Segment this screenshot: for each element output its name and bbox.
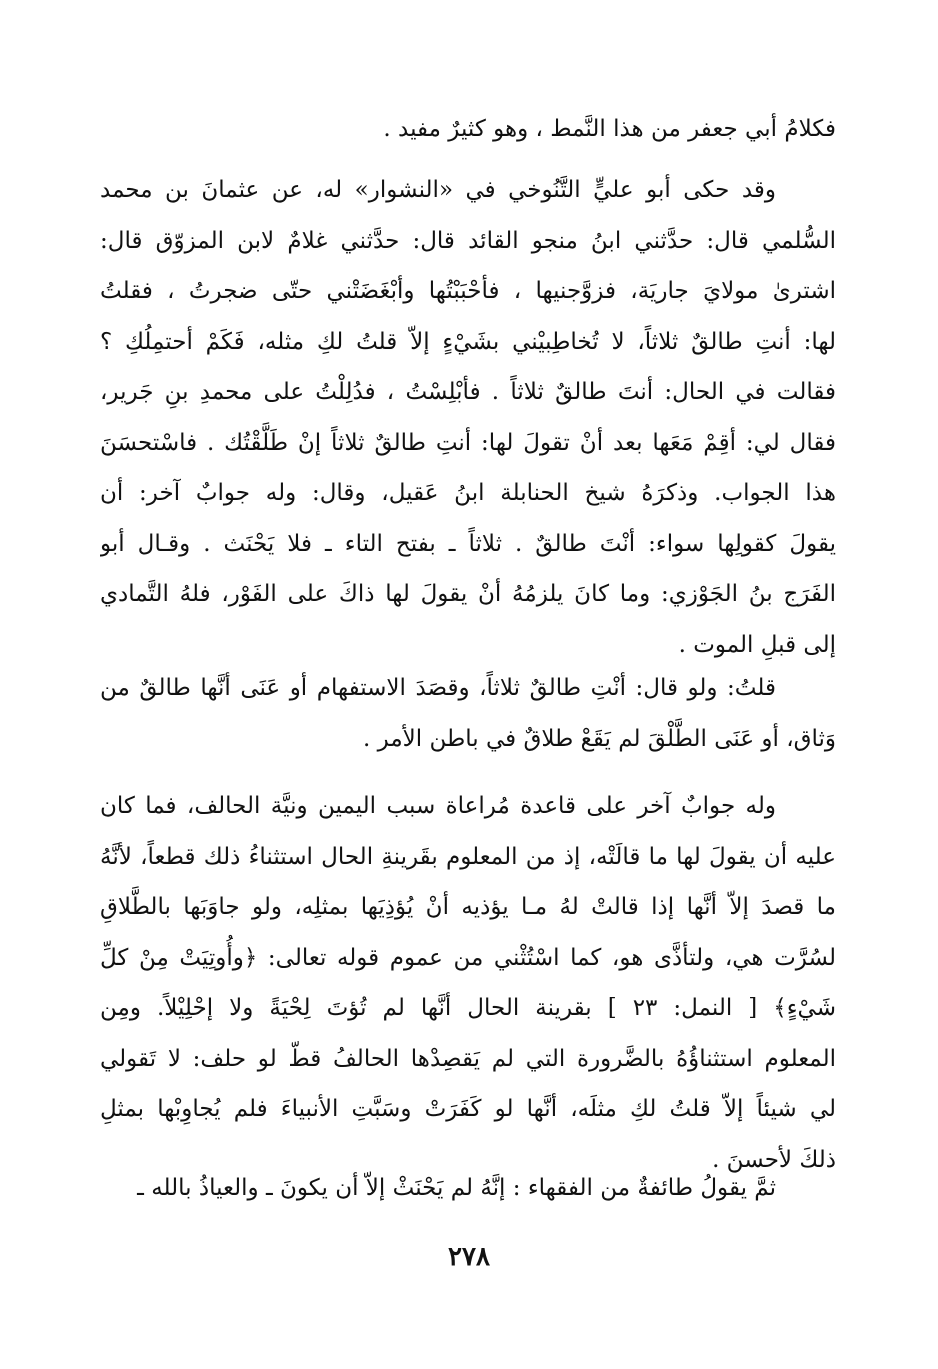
paragraph-1 <box>100 104 836 155</box>
text-line: ما قصدَ إلاّ أنَّها إذا قالتْ لهُ مـا يؤذيه أنْ يُؤذِيَها بمثلِه، ولو جاوَبَها بالطَّلاقِ <box>100 894 836 920</box>
text-line: ثمَّ يقولُ طائفةٌ من الفقهاء : إنَّهُ لم يَحْنَثْ إلاّ أن يكونَ ـ والعياذُ بالله ـ <box>137 1175 776 1201</box>
text-line: ذلكَ لأحسنَ . <box>712 1146 836 1173</box>
text-line: الفَرَج بنُ الجَوْزي: وما كانَ يلزمُهُ أنْ يقولَ لها ذاكَ على الفَوْر، فلهُ التَّمادي <box>100 581 836 607</box>
text-line: قلتُ: ولو قال: أنْتِ طالقٌ ثلاثاً، وقصَدَ الاستفهام أو عَنَى أنَّها طالقٌ من <box>100 675 776 701</box>
paragraph-3 <box>100 663 836 764</box>
page-number: ٢٧٨ <box>448 1242 490 1272</box>
text-line: وله جوابٌ آخر على قاعدة مُراعاة سبب اليمين ونيَّة الحالف، فما كان <box>100 793 776 819</box>
text-line: لسُرَّت هي، ولتأذَّى هو، كما اسْتُثْني من عموم قوله تعالى: ﴿وأُوتِيَتْ مِنْ كلِّ <box>100 944 836 971</box>
text-line: المعلوم استثناؤُهُ بالضَّرورة التي لم يَقصِدْها الحالفُ قطّ لو حلف: لا تَقولي <box>100 1045 836 1072</box>
text-line: لي شيئاً إلاّ قلتُ لكِ مثلَه، أنَّها لو كَفَرَتْ وسَبَّتِ الأنبياءَ فلم يُجاوِبْها بمثلِ <box>100 1096 836 1122</box>
text-line: وقد حكى أبو عليٍّ التَّنُوخي في «النشوار» له، عن عثمانَ بن محمد <box>100 177 776 203</box>
paragraph-2 <box>100 165 836 670</box>
text-line: عليه أن يقولَ لها ما قالَتْه، إذ من المعلوم بقَرينةِ الحال استثناءُ ذلك قطعاً، لأنَّهُ <box>100 843 836 870</box>
text-line: شَيْءٍ﴾ [ النمل: ٢٣ ] بقرينة الحال أنَّها لم تُؤتَ لِحْيَةً ولا إحْلِيْلاً. ومِن <box>100 995 836 1021</box>
text-line: فقالت في الحال: أنتَ طالقٌ ثلاثاً . فأبْلِسْتُ ، فدُلِلْتُ على محمدِ بنِ جَرير، <box>100 379 836 405</box>
text-line: إلى قبلِ الموت . <box>678 631 836 658</box>
text-line: وَثاق، أو عَنَى الطَّلْقَ لم يَقَعْ طلاقٌ في باطن الأمر . <box>363 725 836 752</box>
text-line: هذا الجواب. وذكرَهُ شيخ الحنابلة ابنُ عَقيل، وقال: وله جوابٌ آخر: أن <box>100 480 836 506</box>
paragraph-4 <box>100 781 836 1185</box>
text-line: اشترىٰ مولايَ جاريَة، فزوَّجنيها ، فأحْبَبْتُها وأبْغَضَتْني حتّى ضجرتُ ، فقلتُ <box>100 278 836 304</box>
text-line: فقال لي: أقِمْ مَعَها بعد أنْ تقولَ لها: أنتِ طالقٌ ثلاثاً إنْ طَلَّقْتُك . فاسْتحسَنَ <box>100 429 836 456</box>
text-line: يقولَ كقولِها سواء: أنْتَ طالقٌ . ثلاثاً ـ بفتح التاء ـ فلا يَحْنَث . وقـال أبو <box>100 530 836 557</box>
text-line: فكلامُ أبي جعفر من هذا النَّمط ، وهو كثيرٌ مفيد . <box>383 116 836 142</box>
text-line: السُّلمي قال: حدَّثني ابنُ منجو القائد قال: حدَّثني غلامٌ لابن المزوّق قال: <box>100 227 836 254</box>
text-line: لها: أنتِ طالقٌ ثلاثاً، لا تُخاطِبيْني بشَيْءٍ إلاّ قلتُ لكِ مثله، فَكَمْ أحتمِلُكِ ؟ <box>100 328 836 355</box>
paragraph-5 <box>100 1163 836 1214</box>
